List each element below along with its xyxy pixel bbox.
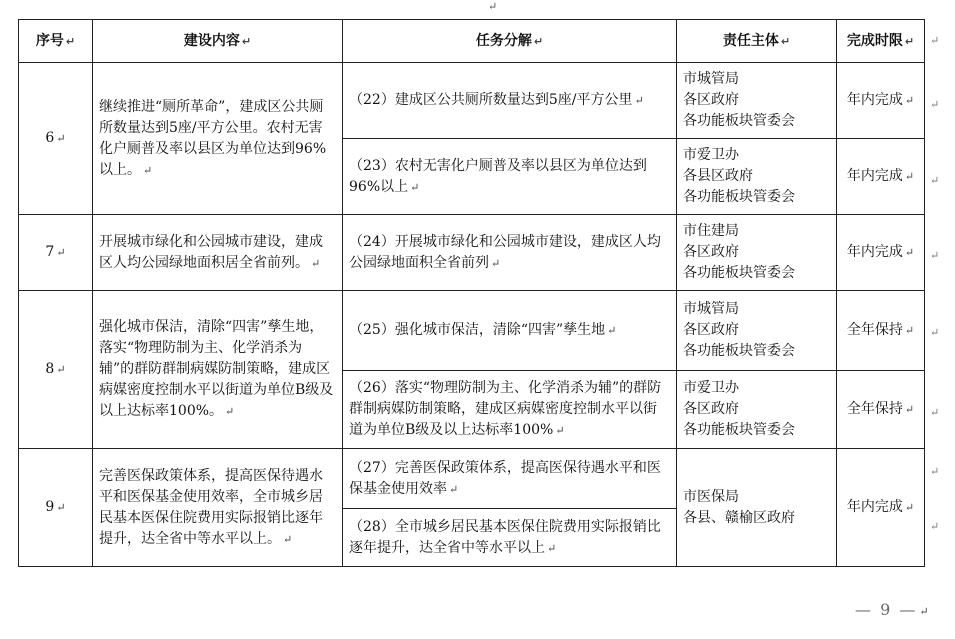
owner-line: 市医保局: [683, 488, 739, 505]
row-content: 开展城市绿化和公园城市建设，建成区人均公园绿地面积居全省前列。 ↵: [93, 215, 343, 291]
table-row: [19, 449, 925, 509]
row-content: 强化城市保洁，清除“四害”孳生地，落实“物理防制为主、化学消杀为辅”的群防群制病媒防制策略，建成区病媒密度控制水平以街道为单位B级及以上达标率100%。 ↵: [93, 291, 343, 449]
owner-line: 各县、赣榆区政府: [683, 509, 795, 526]
deadline-cell: 年内完成 ↵: [837, 63, 925, 139]
header-content: 建设内容 ↵: [93, 20, 343, 63]
row-content: 完善医保政策体系，提高医保待遇水平和医保基金使用效率，全市城乡居民基本医保住院费用实际报销比逐年提升，达全省中等水平以上。 ↵: [93, 449, 343, 567]
task-item: （25）强化城市保洁，清除“四害”孳生地 ↵: [343, 291, 677, 371]
row-end-mark: ↵: [930, 465, 940, 478]
deadline-cell: 年内完成 ↵: [837, 215, 925, 291]
deadline-cell: 年内完成 ↵: [837, 139, 925, 215]
page-number: — 9 — ↵: [855, 600, 931, 619]
row-number: 9 ↵: [19, 449, 93, 567]
table-header-row: [19, 20, 925, 63]
owner-cell: [677, 63, 837, 139]
row-end-mark: ↵: [930, 174, 940, 187]
owner-cell: [677, 139, 837, 215]
deadline-cell: 全年保持 ↵: [837, 291, 925, 371]
row-number: 8 ↵: [19, 291, 93, 449]
owner-line: 各功能板块管委会: [683, 422, 795, 438]
row-end-mark: ↵: [930, 249, 940, 262]
owner-cell: [677, 215, 837, 291]
task-item: （26）落实“物理防制为主、化学消杀为辅”的群防群制病媒防制策略，建成区病媒密度控制水平以街道为单位B级及以上达标率100% ↵: [343, 371, 677, 449]
paragraph-mark: ↵: [488, 0, 498, 13]
task-item: （24）开展城市绿化和公园城市建设，建成区人均公园绿地面积全省前列 ↵: [343, 215, 677, 291]
header-owner: 责任主体 ↵: [677, 20, 837, 63]
row-number: 6 ↵: [19, 63, 93, 215]
owner-line: 各功能板块管委会: [683, 265, 795, 281]
table-row: [19, 63, 925, 139]
owner-line: 市住建局: [683, 223, 739, 239]
row-end-mark: ↵: [930, 34, 940, 47]
owner-line: 市城管局: [683, 301, 739, 317]
deadline-cell: 年内完成 ↵: [837, 449, 925, 567]
owner-line: 市爱卫办: [683, 147, 739, 163]
header-task: 任务分解 ↵: [343, 20, 677, 63]
owner-line: 各区政府: [683, 244, 739, 260]
table-row: [19, 215, 925, 291]
deadline-cell: 全年保持 ↵: [837, 371, 925, 449]
owner-line: 各县区政府: [683, 168, 753, 184]
row-number: 7 ↵: [19, 215, 93, 291]
owner-line: 市爱卫办: [683, 380, 739, 396]
task-item: （27）完善医保政策体系，提高医保待遇水平和医保基金使用效率 ↵: [343, 449, 677, 509]
row-end-mark: ↵: [930, 520, 940, 533]
owner-line: 各功能板块管委会: [683, 189, 795, 205]
row-end-mark: ↵: [930, 406, 940, 419]
row-end-mark: ↵: [930, 98, 940, 111]
task-item: （23）农村无害化户厕普及率以县区为单位达到96%以上 ↵: [343, 139, 677, 215]
table-row: [19, 291, 925, 371]
header-no: 序号 ↵: [19, 20, 93, 63]
row-end-mark: ↵: [930, 326, 940, 339]
owner-line: 各区政府: [683, 92, 739, 108]
row-content: 继续推进“厕所革命”，建成区公共厕所数量达到5座/平方公里。农村无害化户厕普及率以县区为单位达到96%以上。 ↵: [93, 63, 343, 215]
owner-cell: [677, 291, 837, 371]
owner-line: 市城管局: [683, 71, 739, 87]
owner-line: 各区政府: [683, 401, 739, 417]
owner-cell: [677, 449, 837, 567]
task-item: （22）建成区公共厕所数量达到5座/平方公里 ↵: [343, 63, 677, 139]
task-table: [18, 19, 925, 567]
owner-line: 各区政府: [683, 322, 739, 338]
owner-line: 各功能板块管委会: [683, 113, 795, 129]
owner-line: 各功能板块管委会: [683, 343, 795, 359]
task-item: （28）全市城乡居民基本医保住院费用实际报销比逐年提升，达全省中等水平以上 ↵: [343, 509, 677, 567]
header-deadline: 完成时限 ↵: [837, 20, 925, 63]
owner-cell: [677, 371, 837, 449]
